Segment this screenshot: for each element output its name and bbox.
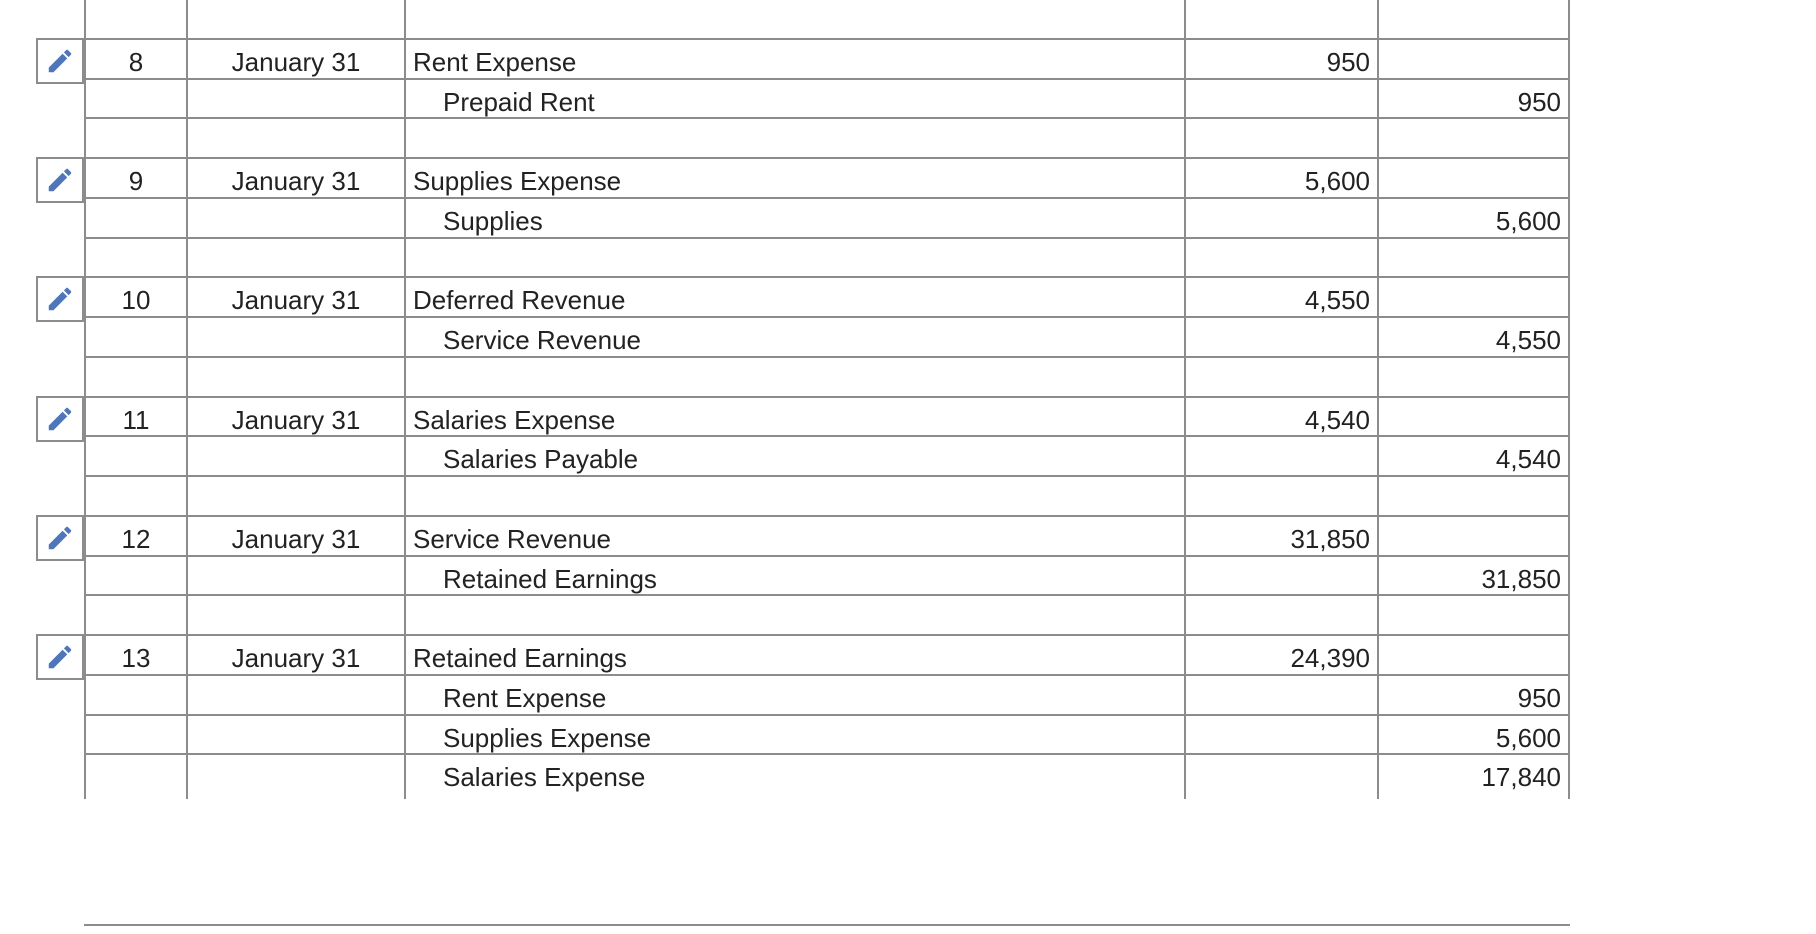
debit-cell: 5,600 (1184, 157, 1377, 203)
pencil-icon (45, 165, 75, 195)
date-cell: January 31 (186, 396, 404, 442)
debit-cell: 24,390 (1184, 634, 1377, 680)
credit-cell: 17,840 (1377, 753, 1570, 799)
credit-cell: 950 (1377, 78, 1570, 124)
table-bottom-border (84, 924, 1570, 926)
date-cell: January 31 (186, 38, 404, 84)
date-cell: January 31 (186, 515, 404, 561)
debit-cell (1184, 753, 1377, 799)
pencil-icon (45, 46, 75, 76)
pencil-icon (45, 284, 75, 314)
date-cell: January 31 (186, 276, 404, 322)
account-title-cell: Service Revenue (404, 515, 1184, 561)
account-title-cell: Supplies Expense (404, 714, 1184, 760)
account-title-cell: Salaries Expense (404, 396, 1184, 442)
entry-number-cell: 12 (84, 515, 186, 561)
credit-cell: 4,550 (1377, 316, 1570, 362)
entry-number-cell: 8 (84, 38, 186, 84)
account-title-cell: Supplies Expense (404, 157, 1184, 203)
account-title-cell: Rent Expense (404, 674, 1184, 720)
debit-cell: 4,550 (1184, 276, 1377, 322)
credit-cell: 31,850 (1377, 555, 1570, 601)
credit-cell: 5,600 (1377, 197, 1570, 243)
entry-number-cell: 9 (84, 157, 186, 203)
entry-number-cell: 10 (84, 276, 186, 322)
entry-number-cell: 13 (84, 634, 186, 680)
pencil-icon (45, 404, 75, 434)
journal-row (0, 753, 1816, 799)
debit-cell: 4,540 (1184, 396, 1377, 442)
date-cell: January 31 (186, 157, 404, 203)
entry-number-cell: 11 (84, 396, 186, 442)
date-cell: January 31 (186, 634, 404, 680)
account-title-cell: Supplies (404, 197, 1184, 243)
account-title-cell: Retained Earnings (404, 555, 1184, 601)
account-title-cell: Salaries Payable (404, 435, 1184, 481)
account-title-cell: Salaries Expense (404, 753, 1184, 799)
credit-cell: 5,600 (1377, 714, 1570, 760)
credit-cell: 4,540 (1377, 435, 1570, 481)
account-title-cell: Rent Expense (404, 38, 1184, 84)
credit-cell: 950 (1377, 674, 1570, 720)
entry-number-cell (84, 753, 186, 799)
pencil-icon (45, 523, 75, 553)
date-cell (186, 753, 404, 799)
debit-cell: 31,850 (1184, 515, 1377, 561)
account-title-cell: Service Revenue (404, 316, 1184, 362)
account-title-cell: Deferred Revenue (404, 276, 1184, 322)
debit-cell: 950 (1184, 38, 1377, 84)
pencil-icon (45, 642, 75, 672)
account-title-cell: Retained Earnings (404, 634, 1184, 680)
account-title-cell: Prepaid Rent (404, 78, 1184, 124)
